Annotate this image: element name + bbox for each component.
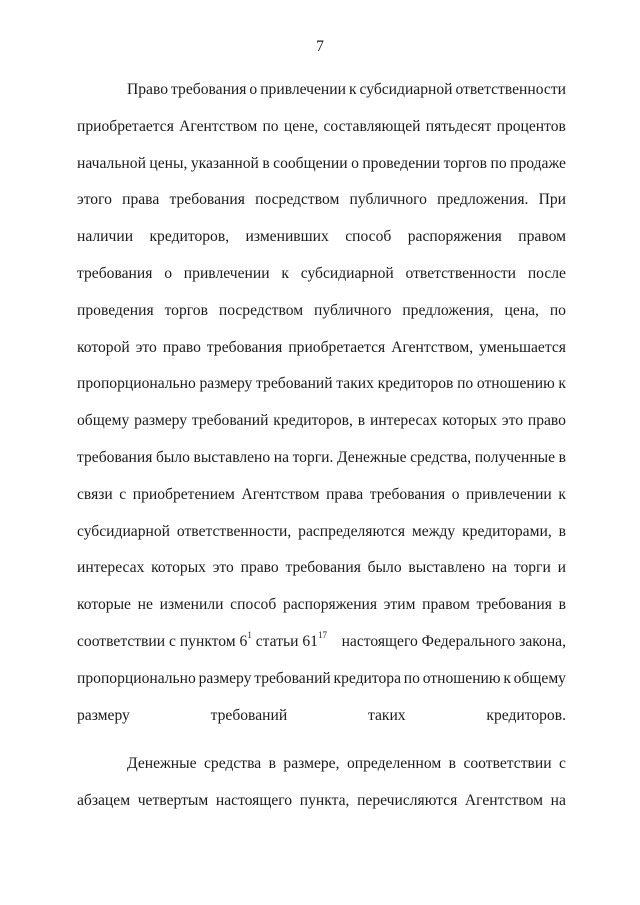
word: между: [411, 522, 456, 540]
word: о: [164, 264, 172, 282]
text-line: [77, 330, 566, 367]
text-line: [77, 219, 566, 256]
word: Право: [127, 81, 169, 98]
word: после: [527, 264, 566, 282]
word: в: [357, 412, 366, 430]
word: пятьдесят: [425, 117, 492, 135]
word: ответственности,: [176, 522, 292, 540]
word: кредиторов,: [149, 228, 230, 246]
word: способ: [345, 228, 392, 246]
word: в: [448, 755, 457, 773]
word: о: [249, 81, 258, 98]
word: требований: [191, 412, 269, 430]
word: требования: [77, 448, 153, 466]
word: настоящего: [215, 792, 293, 810]
word: право: [162, 338, 201, 356]
word: При: [538, 191, 566, 209]
word: полученные: [474, 448, 556, 466]
word: субсидиарной: [300, 264, 394, 282]
word: изменили: [159, 596, 224, 614]
page-number: 7: [316, 38, 324, 55]
word: и: [557, 559, 566, 577]
word: кредиторов: [377, 375, 454, 393]
word: требования: [476, 596, 552, 614]
word: привлечении: [183, 264, 270, 282]
word: права: [326, 485, 364, 503]
word: Агентством,: [391, 338, 474, 356]
line-segment: настоящего Федерального закона,: [341, 632, 566, 650]
word: правом: [422, 596, 470, 614]
word: процентов: [496, 117, 566, 135]
paragraph-2: [77, 746, 566, 820]
word: интересах: [77, 559, 145, 577]
word: Агентством: [179, 117, 258, 135]
word: привлечении: [260, 81, 346, 98]
word: на: [550, 792, 566, 810]
text-line: [77, 746, 566, 783]
word: начальной: [77, 154, 146, 172]
word: требования: [369, 485, 446, 503]
word: уменьшается: [479, 338, 566, 356]
superscript: 1: [247, 629, 252, 640]
document-body: [77, 72, 566, 820]
word: размеру: [134, 412, 188, 430]
word: общему: [513, 669, 566, 687]
word: привлечении: [466, 485, 552, 503]
text-line: [77, 661, 566, 698]
word: кредиторов,: [273, 412, 353, 430]
word: Денежные: [127, 755, 197, 773]
word: отношению: [422, 669, 501, 687]
word: перечисляются: [357, 792, 458, 810]
word: это: [135, 338, 157, 356]
word: к: [558, 375, 566, 393]
word: которые: [77, 596, 131, 614]
word: средства,: [410, 448, 472, 466]
word: было: [155, 448, 190, 466]
word: Агентством: [464, 792, 543, 810]
word: размеру: [199, 375, 253, 393]
word: торгов: [164, 301, 208, 319]
word: этим: [383, 596, 416, 614]
word: публичного: [314, 301, 392, 319]
word: определенном: [346, 755, 442, 773]
text-line: [77, 109, 566, 146]
word: по: [549, 301, 566, 319]
text-line: [77, 783, 566, 820]
word: которых: [442, 412, 498, 430]
word: кредиторами,: [462, 522, 552, 540]
word: наличии: [77, 228, 134, 246]
word: сообщении: [273, 154, 348, 172]
word: приобретается: [77, 117, 174, 135]
word: с: [119, 485, 127, 503]
word: право: [527, 412, 566, 430]
text-line: [77, 366, 566, 403]
word: абзацем: [77, 792, 131, 810]
word: требований: [254, 669, 331, 687]
word: приобретением: [132, 485, 235, 503]
word: на: [273, 448, 290, 466]
word: в: [558, 448, 566, 466]
word: публичного: [349, 191, 427, 209]
word: указанной: [190, 154, 259, 172]
word: выставлено: [193, 448, 271, 466]
word: общему: [77, 412, 130, 430]
word: к: [348, 81, 357, 98]
word: проведении: [362, 154, 441, 172]
word: на: [491, 559, 508, 577]
word: в: [558, 596, 566, 614]
text-line: [77, 587, 566, 624]
word: размеру: [198, 669, 252, 687]
word: это: [212, 559, 234, 577]
word: это: [501, 412, 524, 430]
word: не: [137, 596, 153, 614]
word: право: [240, 559, 279, 577]
word: по: [262, 117, 279, 135]
text-line: размеру требований таких кредиторов.: [77, 706, 566, 724]
text-line: [77, 72, 566, 109]
word: этого: [77, 191, 112, 209]
text-line: [77, 440, 566, 477]
word: которых: [151, 559, 206, 577]
word: интересах: [369, 412, 438, 430]
word: цена,: [504, 301, 539, 319]
word: торгов: [443, 154, 487, 172]
word: отношению: [476, 375, 555, 393]
word: права: [122, 191, 160, 209]
word: ответственности: [405, 264, 517, 282]
text-line: [77, 146, 566, 183]
word: к: [281, 264, 289, 282]
word: приобретается: [288, 338, 386, 356]
text-line-with-superscripts: [77, 624, 566, 661]
word: распоряжения: [407, 228, 502, 246]
word: торги: [513, 559, 551, 577]
superscript: 17: [317, 629, 327, 640]
text-line: [77, 293, 566, 330]
word: правом: [518, 228, 566, 246]
word: распределяются: [298, 522, 406, 540]
word: которой: [77, 338, 130, 356]
word: субсидиарной: [77, 522, 170, 540]
word: субсидиарной: [359, 81, 453, 98]
word: к: [503, 669, 511, 687]
word: четвертым: [137, 792, 209, 810]
word: размере,: [283, 755, 340, 773]
word: о: [351, 154, 359, 172]
word: в: [262, 154, 270, 172]
word: способ: [230, 596, 277, 614]
word: в: [558, 522, 566, 540]
word: по: [457, 375, 474, 393]
word: продаже: [510, 154, 566, 172]
word: распоряжения: [282, 596, 378, 614]
text-line: [77, 256, 566, 293]
word: к: [558, 485, 566, 503]
word: соответствии: [463, 755, 552, 773]
word: кредитора: [333, 669, 402, 687]
word: требования: [169, 191, 245, 209]
word: цены,: [149, 154, 188, 172]
word: торги.: [292, 448, 334, 466]
word: таких: [336, 375, 374, 393]
word: составляющей: [323, 117, 421, 135]
line-segment: соответствии с пунктом $6^1$ статьи $61^{17}$: [77, 629, 327, 650]
text-line: [77, 514, 566, 551]
text-line: [77, 550, 566, 587]
word: в: [268, 755, 276, 773]
word: по: [490, 154, 507, 172]
word: цене,: [283, 117, 319, 135]
text-line: [77, 403, 566, 440]
text-line: [77, 182, 566, 219]
word: предложения,: [402, 301, 494, 319]
text-line: [77, 477, 566, 514]
word: ответственности: [455, 81, 566, 98]
word: требования: [206, 338, 283, 356]
word: изменивших: [245, 228, 329, 246]
word: с: [559, 755, 566, 773]
word: выставлено: [408, 559, 486, 577]
word: Агентством: [241, 485, 320, 503]
word: требований: [256, 375, 333, 393]
word: Денежные: [336, 448, 407, 466]
word: о: [451, 485, 460, 503]
word: посредством: [255, 191, 340, 209]
word: требования: [77, 264, 153, 282]
word: пропорционально: [77, 669, 196, 687]
word: связи: [77, 485, 113, 503]
paragraph-1: [77, 72, 566, 734]
word: средства: [203, 755, 262, 773]
word: требования: [285, 559, 361, 577]
word: было: [367, 559, 402, 577]
word: посредством: [218, 301, 304, 319]
word: требования: [171, 81, 247, 98]
word: по: [403, 669, 420, 687]
word: проведения: [77, 301, 154, 319]
word: пункта,: [299, 792, 350, 810]
word: предложения.: [437, 191, 529, 209]
word: пропорционально: [77, 375, 196, 393]
